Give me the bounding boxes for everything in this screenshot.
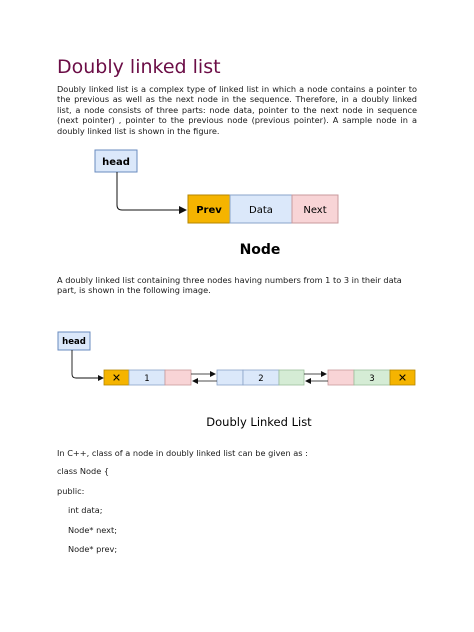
code-line-next: Node* next; bbox=[68, 525, 117, 535]
code-line-data: int data; bbox=[68, 505, 103, 515]
list-head-pointer bbox=[58, 332, 90, 350]
cpp-paragraph: In C++, class of a node in doubly linked list can be given as : bbox=[57, 448, 308, 458]
example-paragraph: A doubly linked list containing three nodes having numbers from 1 to 3 in their data part, is shown in the following image. bbox=[57, 275, 402, 296]
next-label: Next bbox=[303, 205, 327, 216]
node-3-value: 3 bbox=[369, 374, 375, 384]
list-node-2 bbox=[217, 370, 304, 385]
intro-paragraph: Doubly linked list is a complex type of linked list in which a node contains a pointer to the previous as well as the next node in the sequence. Therefore, in a doubly linked list, a node consists of three parts: node data, pointer to the next node in sequence (next pointer) , pointer to the previous node (previous pointer). A sample node in a doubly linked list is shown in the figure. bbox=[57, 84, 417, 136]
code-line-prev: Node* prev; bbox=[68, 544, 118, 554]
list-node-1 bbox=[104, 370, 191, 385]
head-pointer bbox=[95, 150, 137, 172]
list-caption: Doubly Linked List bbox=[206, 415, 312, 429]
code-line-public: public: bbox=[57, 486, 85, 496]
node-1-value: 1 bbox=[144, 374, 150, 384]
list-head-arrow bbox=[72, 350, 103, 378]
null-next-icon: ✕ bbox=[397, 371, 408, 385]
head-label: head bbox=[102, 157, 130, 168]
list-node-3 bbox=[328, 370, 415, 385]
list-head-label: head bbox=[62, 337, 86, 347]
head-arrow bbox=[117, 172, 186, 210]
node-2-value: 2 bbox=[258, 374, 264, 384]
data-label: Data bbox=[249, 205, 273, 216]
node-cells bbox=[188, 195, 338, 223]
node-caption: Node bbox=[239, 242, 281, 258]
prev-label: Prev bbox=[196, 205, 222, 216]
code-line-class: class Node { bbox=[57, 466, 110, 476]
page-title: Doubly linked list bbox=[57, 56, 221, 78]
null-prev-icon: ✕ bbox=[111, 371, 122, 385]
